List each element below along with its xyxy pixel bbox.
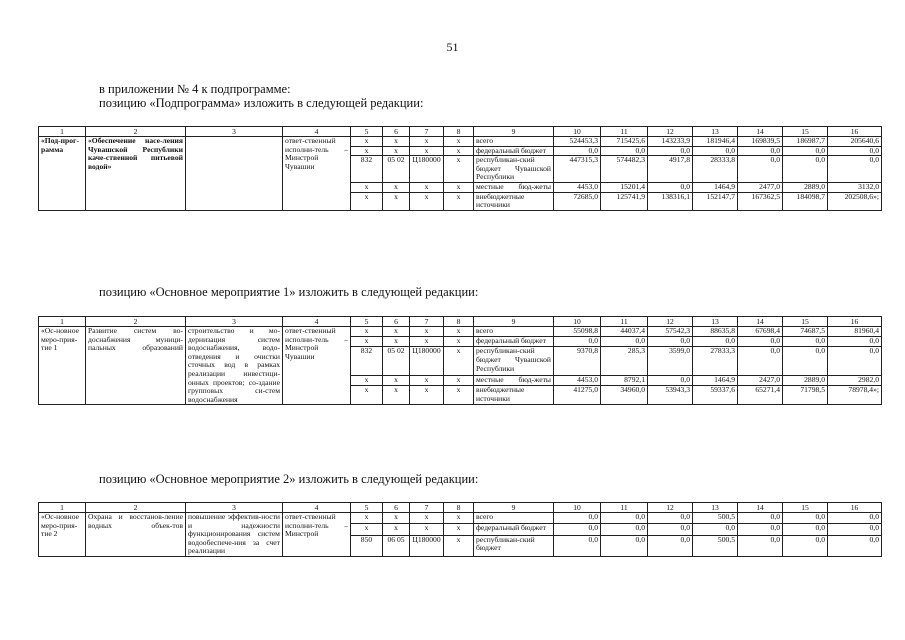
header-cell: 10 (554, 127, 601, 137)
cell: 574482,3 (601, 156, 648, 183)
cell: 67698,4 (738, 327, 783, 337)
header-cell: 9 (474, 127, 554, 137)
cell: 57542,3 (648, 327, 693, 337)
cell: 0,0 (648, 524, 693, 535)
header-cell: 13 (693, 317, 738, 327)
cell: 0,0 (693, 146, 738, 156)
cell: х (351, 337, 383, 347)
header-cell: 16 (828, 503, 882, 513)
cell: 447315,3 (554, 156, 601, 183)
header-cell: 11 (601, 127, 648, 137)
cell: 0,0 (783, 535, 828, 556)
cell: 41275,0 (554, 386, 601, 405)
header-cell: 5 (351, 317, 383, 327)
cell: 1464,9 (693, 182, 738, 192)
table-row (39, 513, 882, 524)
cell: всего (474, 137, 554, 147)
cell: 184098,7 (783, 192, 828, 210)
header-cell: 2 (86, 127, 186, 137)
table-row (39, 137, 882, 147)
cell: х (351, 192, 383, 210)
header-cell: 2 (86, 503, 186, 513)
cell: 0,0 (783, 156, 828, 183)
cell: 832 (351, 156, 383, 183)
header-cell: 3 (186, 503, 283, 513)
cell: Ц180000 (410, 347, 444, 375)
cell: 0,0 (648, 146, 693, 156)
cell: 524453,3 (554, 137, 601, 147)
cell: 500,5 (693, 535, 738, 556)
responsible-cell: ответ-ственный исполни-тель – Минстрой Чувашии (283, 327, 351, 405)
cell: 500,5 (693, 513, 738, 524)
cell: 0,0 (828, 146, 882, 156)
cell: х (444, 513, 474, 524)
cell: 4453,0 (554, 375, 601, 385)
header-cell: 14 (738, 317, 783, 327)
cell: 05 02 (383, 156, 410, 183)
intro-line-2: позицию «Подпрограмма» изложить в следующей редакции: (99, 96, 424, 110)
header-cell: 4 (283, 503, 351, 513)
cell: 0,0 (601, 524, 648, 535)
header-cell: 9 (474, 503, 554, 513)
cell: 715425,6 (601, 137, 648, 147)
cell: 9370,8 (554, 347, 601, 375)
cell: 44037,4 (601, 327, 648, 337)
cell: 8792,1 (601, 375, 648, 385)
cell: федеральный бюджет (474, 146, 554, 156)
cell: 81960,4 (828, 327, 882, 337)
cell: х (444, 146, 474, 156)
cell: х (444, 337, 474, 347)
header-cell: 7 (410, 317, 444, 327)
cell: 2982,0 (828, 375, 882, 385)
cell: 0,0 (738, 156, 783, 183)
cell: 0,0 (783, 337, 828, 347)
cell: х (351, 375, 383, 385)
cell: х (444, 524, 474, 535)
cell: 55098,8 (554, 327, 601, 337)
cell: 138316,1 (648, 192, 693, 210)
cell: 0,0 (601, 337, 648, 347)
cell: 2427,0 (738, 375, 783, 385)
table-main-activity-2 (38, 502, 882, 557)
header-cell: 11 (601, 503, 648, 513)
table-main-activity-1 (38, 316, 882, 405)
cell: 2889,0 (783, 375, 828, 385)
cell: 0,0 (693, 337, 738, 347)
cell: всего (474, 327, 554, 337)
cell: 78978,4»; (828, 386, 882, 405)
cell: х (444, 347, 474, 375)
responsible-cell: ответ-ственный исполни-тель – Минстрой (283, 513, 351, 557)
header-cell: 15 (783, 503, 828, 513)
cell: 65271,4 (738, 386, 783, 405)
header-cell: 3 (186, 127, 283, 137)
table-row (39, 327, 882, 337)
cell: 0,0 (738, 535, 783, 556)
item-code-cell: «Ос-новное меро-прия-тие 1 (39, 327, 86, 405)
cell: 152147,7 (693, 192, 738, 210)
header-cell: 14 (738, 127, 783, 137)
cell: 205640,6 (828, 137, 882, 147)
cell: 0,0 (648, 535, 693, 556)
cell: 0,0 (828, 524, 882, 535)
cell: х (410, 327, 444, 337)
cell: х (410, 337, 444, 347)
header-cell: 8 (444, 503, 474, 513)
cell: х (410, 524, 444, 535)
cell: 1464,9 (693, 375, 738, 385)
cell: 0,0 (738, 513, 783, 524)
cell: 4453,0 (554, 182, 601, 192)
cell: 0,0 (828, 513, 882, 524)
cell: х (410, 137, 444, 147)
header-row (39, 317, 882, 327)
cell: федеральный бюджет (474, 524, 554, 535)
item-code-cell: «Ос-новное меро-прия-тие 2 (39, 513, 86, 557)
header-cell: 3 (186, 317, 283, 327)
cell: х (383, 192, 410, 210)
header-cell: 16 (828, 127, 882, 137)
item-task-cell: строительство и мо-дернизация систем водоснабжения, водо-отведения и очистки сточных вод в рамках реализации инвестици-онных проектов; со-здание групповых си-стем водоснабжения (186, 327, 283, 405)
cell: 88635,8 (693, 327, 738, 337)
cell: х (410, 513, 444, 524)
header-cell: 7 (410, 503, 444, 513)
header-cell: 1 (39, 503, 86, 513)
cell: х (383, 513, 410, 524)
cell: 71798,5 (783, 386, 828, 405)
cell: 0,0 (828, 337, 882, 347)
page-number: 51 (446, 40, 459, 54)
cell: федеральный бюджет (474, 337, 554, 347)
cell: республикан-ский бюджет (474, 535, 554, 556)
cell: 3132,0 (828, 182, 882, 192)
cell: 850 (351, 535, 383, 556)
cell: х (444, 535, 474, 556)
item-task-cell: повышение эффектив-ности и надежности функционирования систем водообеспече-ния за счет реализации (186, 513, 283, 557)
header-cell: 9 (474, 317, 554, 327)
intro-line-1: в приложении № 4 к подпрограмме: (99, 82, 291, 96)
cell: внебюджетные источники (474, 386, 554, 405)
cell: 0,0 (738, 347, 783, 375)
header-cell: 13 (693, 127, 738, 137)
cell: х (383, 182, 410, 192)
section-3-title: позицию «Основное мероприятие 2» изложить в следующей редакции: (99, 472, 479, 486)
cell: 0,0 (693, 524, 738, 535)
cell: 59337,6 (693, 386, 738, 405)
cell: внебюджетные источники (474, 192, 554, 210)
header-cell: 4 (283, 127, 351, 137)
header-cell: 6 (383, 317, 410, 327)
header-cell: 2 (86, 317, 186, 327)
cell: 72685,0 (554, 192, 601, 210)
cell: 186987,7 (783, 137, 828, 147)
cell: 0,0 (648, 337, 693, 347)
cell: 832 (351, 347, 383, 375)
table-subprogram (38, 126, 882, 211)
cell: 0,0 (828, 347, 882, 375)
header-cell: 11 (601, 317, 648, 327)
cell: 0,0 (554, 535, 601, 556)
header-cell: 4 (283, 317, 351, 327)
cell: 0,0 (783, 524, 828, 535)
item-task-cell (186, 137, 283, 211)
cell: 53943,3 (648, 386, 693, 405)
cell: 34960,0 (601, 386, 648, 405)
cell: 0,0 (828, 535, 882, 556)
header-cell: 8 (444, 317, 474, 327)
cell: 0,0 (783, 146, 828, 156)
cell: 143233,9 (648, 137, 693, 147)
cell: 0,0 (648, 182, 693, 192)
header-cell: 13 (693, 503, 738, 513)
header-cell: 12 (648, 317, 693, 327)
header-row (39, 127, 882, 137)
cell: х (351, 327, 383, 337)
cell: 181946,4 (693, 137, 738, 147)
cell: 0,0 (601, 146, 648, 156)
cell: х (383, 375, 410, 385)
cell: 74687,5 (783, 327, 828, 337)
cell: х (351, 386, 383, 405)
cell: х (383, 524, 410, 535)
cell: 2889,0 (783, 182, 828, 192)
cell: 0,0 (738, 337, 783, 347)
item-name-cell: Охрана и восстанов-ление водных объек-тов (86, 513, 186, 557)
cell: 05 02 (383, 347, 410, 375)
header-cell: 7 (410, 127, 444, 137)
cell: х (383, 386, 410, 405)
cell: х (410, 146, 444, 156)
header-cell: 6 (383, 127, 410, 137)
cell: 0,0 (554, 146, 601, 156)
cell: 27833,3 (693, 347, 738, 375)
cell: х (444, 375, 474, 385)
header-cell: 1 (39, 317, 86, 327)
item-name-cell: Развитие систем во-доснабжения муници-пальных образований (86, 327, 186, 405)
cell: местные бюд-жеты (474, 182, 554, 192)
cell: 0,0 (738, 146, 783, 156)
cell: 0,0 (554, 337, 601, 347)
cell: х (351, 513, 383, 524)
header-cell: 15 (783, 127, 828, 137)
header-row (39, 503, 882, 513)
cell: 0,0 (601, 535, 648, 556)
header-cell: 12 (648, 127, 693, 137)
header-cell: 1 (39, 127, 86, 137)
cell: х (383, 146, 410, 156)
cell: х (444, 192, 474, 210)
cell: 0,0 (738, 524, 783, 535)
cell: х (351, 182, 383, 192)
cell: республикан-ский бюджет Чувашской Республики (474, 156, 554, 183)
cell: х (383, 327, 410, 337)
cell: 4917,8 (648, 156, 693, 183)
responsible-cell: ответ-ственный исполни-тель – Минстрой Чувашии (283, 137, 351, 211)
cell: х (410, 192, 444, 210)
cell: х (410, 386, 444, 405)
cell: х (351, 137, 383, 147)
cell: 167362,5 (738, 192, 783, 210)
cell: х (444, 137, 474, 147)
header-cell: 5 (351, 127, 383, 137)
cell: Ц180000 (410, 535, 444, 556)
cell: 0,0 (554, 524, 601, 535)
item-name-cell: «Обеспечение насе-ления Чувашской Республики каче-ственной питьевой водой» (86, 137, 186, 211)
cell: 0,0 (648, 375, 693, 385)
item-code-cell: «Под-прог-рамма (39, 137, 86, 211)
header-cell: 10 (554, 503, 601, 513)
cell: Ц180000 (410, 156, 444, 183)
section-2-title: позицию «Основное мероприятие 1» изложить в следующей редакции: (99, 285, 479, 299)
cell: х (383, 337, 410, 347)
cell: 202508,6»; (828, 192, 882, 210)
cell: 0,0 (783, 347, 828, 375)
cell: республикан-ский бюджет Чувашской Республики (474, 347, 554, 375)
cell: 15201,4 (601, 182, 648, 192)
cell: 0,0 (648, 513, 693, 524)
header-cell: 14 (738, 503, 783, 513)
header-cell: 6 (383, 503, 410, 513)
cell: 28333,8 (693, 156, 738, 183)
cell: 2477,0 (738, 182, 783, 192)
header-cell: 10 (554, 317, 601, 327)
cell: 169839,5 (738, 137, 783, 147)
cell: всего (474, 513, 554, 524)
cell: х (444, 327, 474, 337)
cell: 285,3 (601, 347, 648, 375)
header-cell: 15 (783, 317, 828, 327)
cell: х (444, 182, 474, 192)
header-cell: 8 (444, 127, 474, 137)
cell: х (410, 182, 444, 192)
cell: 0,0 (601, 513, 648, 524)
cell: 0,0 (828, 156, 882, 183)
cell: 125741,9 (601, 192, 648, 210)
cell: х (351, 524, 383, 535)
cell: х (444, 156, 474, 183)
cell: х (351, 146, 383, 156)
cell: х (444, 386, 474, 405)
header-cell: 16 (828, 317, 882, 327)
cell: местные бюд-жеты (474, 375, 554, 385)
cell: 0,0 (783, 513, 828, 524)
cell: 3599,0 (648, 347, 693, 375)
cell: х (383, 137, 410, 147)
cell: 0,0 (554, 513, 601, 524)
header-cell: 12 (648, 503, 693, 513)
cell: х (410, 375, 444, 385)
cell: 06 05 (383, 535, 410, 556)
header-cell: 5 (351, 503, 383, 513)
